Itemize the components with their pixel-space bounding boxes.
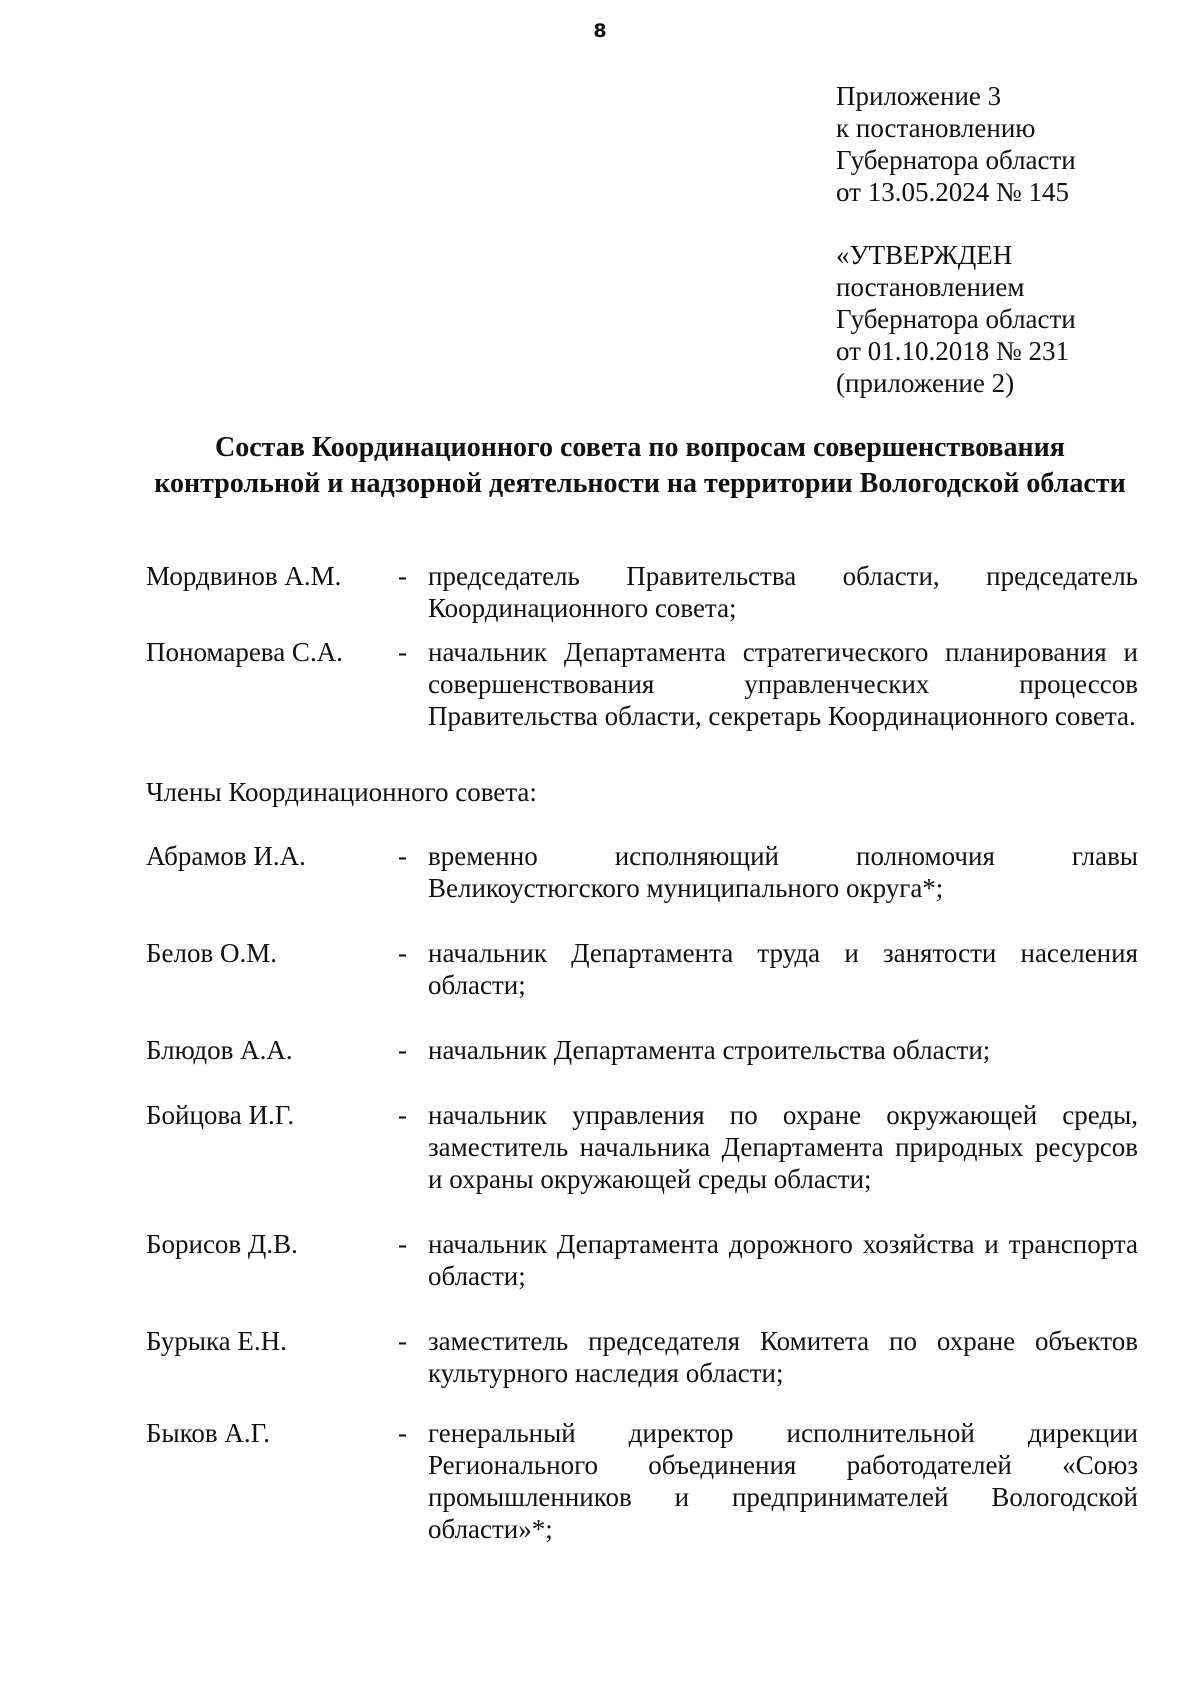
entry-dash: - bbox=[398, 1035, 407, 1065]
council-member bbox=[146, 1228, 1138, 1292]
entry-dash: - bbox=[398, 1326, 407, 1356]
person-name: Мордвинов А.М. bbox=[146, 561, 342, 591]
members-heading: Члены Координационного совета: bbox=[146, 777, 537, 807]
approval-line: «УТВЕРЖДЕН bbox=[836, 240, 1013, 270]
council-member bbox=[146, 1417, 1138, 1545]
person-position: генеральный директор исполнительной дирекции Регионального объединения работодателей «Союз промышленников и предпринимателей Вологодской области»*; bbox=[428, 1418, 1138, 1544]
appendix-line: от 13.05.2024 № 145 bbox=[836, 177, 1069, 207]
entry-dash: - bbox=[398, 637, 407, 667]
approval-stamp bbox=[836, 239, 1176, 399]
entry-dash: - bbox=[398, 938, 407, 968]
person-name: Абрамов И.А. bbox=[146, 841, 306, 871]
approval-line: от 01.10.2018 № 231 bbox=[836, 336, 1069, 366]
document-title-line: Состав Координационного совета по вопросам совершенствования bbox=[215, 432, 1065, 463]
person-position: заместитель председателя Комитета по охране объектов культурного наследия области; bbox=[428, 1326, 1138, 1388]
person-name: Бойцова И.Г. bbox=[146, 1100, 295, 1130]
appendix-reference bbox=[836, 80, 1176, 208]
council-member bbox=[146, 1034, 1138, 1066]
person-name: Белов О.М. bbox=[146, 938, 277, 968]
person-position: начальник Департамента строительства области; bbox=[428, 1035, 991, 1065]
entry-dash: - bbox=[398, 561, 407, 591]
entry-dash: - bbox=[398, 1100, 407, 1130]
appendix-line: Приложение 3 bbox=[836, 81, 1002, 111]
person-position: начальник управления по охране окружающей среды, заместитель начальника Департамента природных ресурсов и охраны окружающей среды области; bbox=[428, 1100, 1138, 1194]
council-member bbox=[146, 937, 1138, 1001]
person-position: председатель Правительства области, председатель Координационного совета; bbox=[428, 561, 1138, 623]
person-name: Пономарева С.А. bbox=[146, 637, 343, 667]
council-entry-chairman bbox=[146, 560, 1138, 624]
person-name: Быков А.Г. bbox=[146, 1418, 270, 1448]
appendix-line: Губернатора области bbox=[836, 145, 1076, 175]
person-name: Блюдов А.А. bbox=[146, 1035, 293, 1065]
person-position: начальник Департамента труда и занятости населения области; bbox=[428, 938, 1138, 1000]
person-name: Борисов Д.В. bbox=[146, 1229, 298, 1259]
document-title bbox=[140, 430, 1140, 502]
person-name: Бурыка Е.Н. bbox=[146, 1326, 287, 1356]
approval-line: (приложение 2) bbox=[836, 368, 1015, 398]
appendix-line: к постановлению bbox=[836, 113, 1036, 143]
page-number: 8 bbox=[593, 20, 607, 42]
approval-line: постановлением bbox=[836, 272, 1025, 302]
person-position: начальник Департамента дорожного хозяйства и транспорта области; bbox=[428, 1229, 1138, 1291]
approval-line: Губернатора области bbox=[836, 304, 1076, 334]
council-entry-secretary bbox=[146, 636, 1138, 732]
council-member bbox=[146, 840, 1138, 904]
entry-dash: - bbox=[398, 841, 407, 871]
person-position: временно исполняющий полномочия главы Великоустюгского муниципального округа*; bbox=[428, 841, 1138, 903]
council-member bbox=[146, 1099, 1138, 1195]
entry-dash: - bbox=[398, 1418, 407, 1448]
entry-dash: - bbox=[398, 1229, 407, 1259]
person-position: начальник Департамента стратегического планирования и совершенствования управленческих процессов Правительства области, секретарь Координационного совета. bbox=[428, 637, 1138, 731]
council-member bbox=[146, 1325, 1138, 1389]
document-title-line: контрольной и надзорной деятельности на территории Вологодской области bbox=[154, 468, 1126, 499]
